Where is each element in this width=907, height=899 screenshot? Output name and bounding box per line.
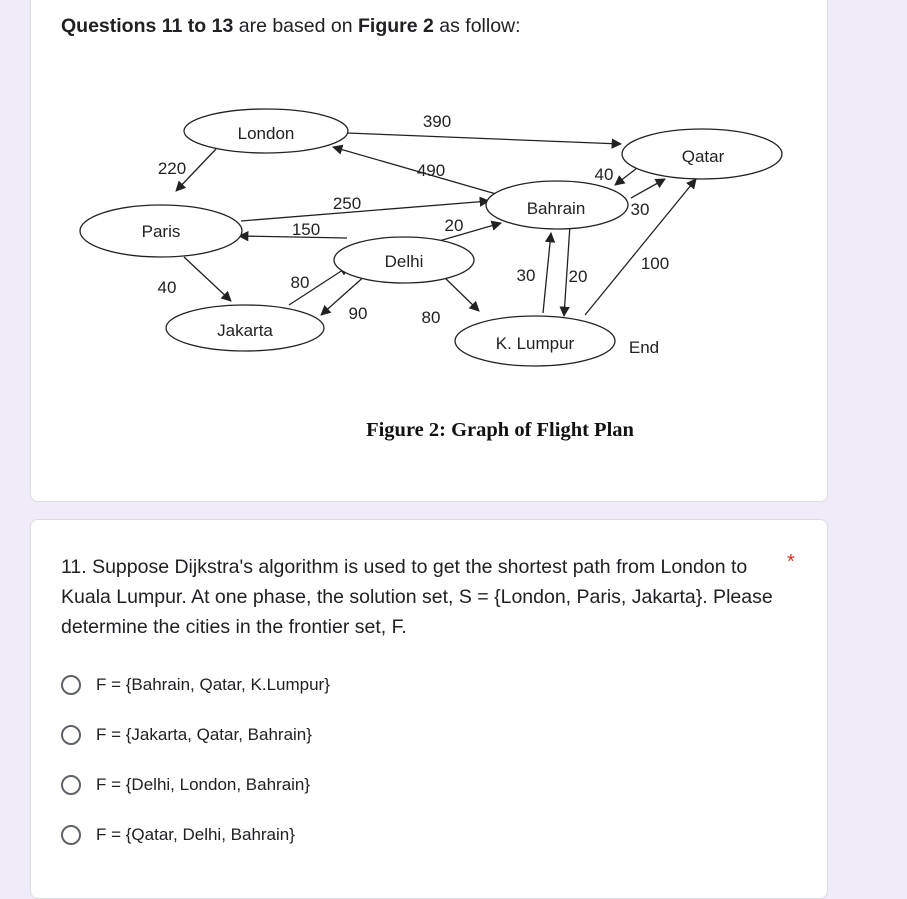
weight-paris-jakarta: 40 bbox=[157, 278, 177, 297]
label-kl: K. Lumpur bbox=[495, 334, 575, 353]
option-4[interactable] bbox=[61, 820, 295, 850]
option-label: F = {Delhi, London, Bahrain} bbox=[96, 775, 311, 794]
flight-plan-graph bbox=[31, 0, 829, 411]
edge-delhi-kl bbox=[443, 276, 479, 311]
option-2[interactable] bbox=[61, 720, 312, 750]
label-bahrain: Bahrain bbox=[526, 199, 586, 218]
header-bold-1: Questions 11 to 13 bbox=[61, 15, 234, 37]
weight-delhi-jakarta: 90 bbox=[348, 304, 368, 323]
option-label: F = {Jakarta, Qatar, Bahrain} bbox=[96, 725, 312, 744]
question-card bbox=[30, 519, 828, 899]
weight-london-paris: 220 bbox=[157, 159, 187, 178]
figure-caption: Figure 2: Graph of Flight Plan bbox=[366, 419, 634, 441]
figure-card bbox=[30, 0, 828, 502]
edge-bahrain-qatar bbox=[631, 179, 665, 198]
weight-delhi-bahrain: 20 bbox=[444, 216, 464, 235]
edge-paris-jakarta bbox=[184, 257, 231, 301]
radio-option-1[interactable] bbox=[61, 675, 81, 695]
weight-kl-bahrain: 30 bbox=[516, 266, 536, 285]
label-end: End bbox=[628, 338, 660, 357]
weight-delhi-kl: 80 bbox=[421, 308, 441, 327]
radio-option-2[interactable] bbox=[61, 725, 81, 745]
option-label: F = {Qatar, Delhi, Bahrain} bbox=[96, 825, 295, 844]
weight-delhi-paris: 150 bbox=[291, 220, 321, 239]
edge-london-qatar bbox=[347, 133, 621, 144]
radio-option-3[interactable] bbox=[61, 775, 81, 795]
weight-bahrain-qatar: 30 bbox=[630, 200, 650, 219]
option-1[interactable] bbox=[61, 670, 330, 700]
header-end: as follow: bbox=[433, 15, 521, 37]
weight-jakarta-delhi: 80 bbox=[290, 273, 310, 292]
weight-kl-qatar: 100 bbox=[640, 254, 670, 273]
weight-paris-bahrain: 250 bbox=[332, 194, 362, 213]
required-mark: * bbox=[787, 551, 795, 573]
label-jakarta: Jakarta bbox=[217, 321, 273, 340]
weight-qatar-bahrain: 40 bbox=[594, 165, 614, 184]
question-text: 11. Suppose Dijkstra's algorithm is used to get the shortest path from London to Kuala Lumpur. At one phase, the solution set, S = {London, Paris, Jakarta}. Please determine the cities in the frontier set, F. bbox=[61, 556, 773, 638]
option-label: F = {Bahrain, Qatar, K.Lumpur} bbox=[96, 675, 330, 694]
header-bold-2: Figure 2 bbox=[358, 15, 434, 37]
label-delhi: Delhi bbox=[384, 252, 424, 271]
weight-bahrain-london: 490 bbox=[416, 161, 446, 180]
option-3[interactable] bbox=[61, 770, 310, 800]
label-qatar: Qatar bbox=[681, 147, 725, 166]
radio-option-4[interactable] bbox=[61, 825, 81, 845]
edge-qatar-bahrain bbox=[615, 168, 637, 185]
weight-bahrain-kl: 20 bbox=[568, 267, 588, 286]
header-mid: are based on bbox=[233, 15, 358, 37]
label-paris: Paris bbox=[141, 222, 181, 241]
weight-london-qatar: 390 bbox=[422, 112, 452, 131]
edge-kl-bahrain bbox=[543, 233, 551, 313]
label-london: London bbox=[237, 124, 295, 143]
